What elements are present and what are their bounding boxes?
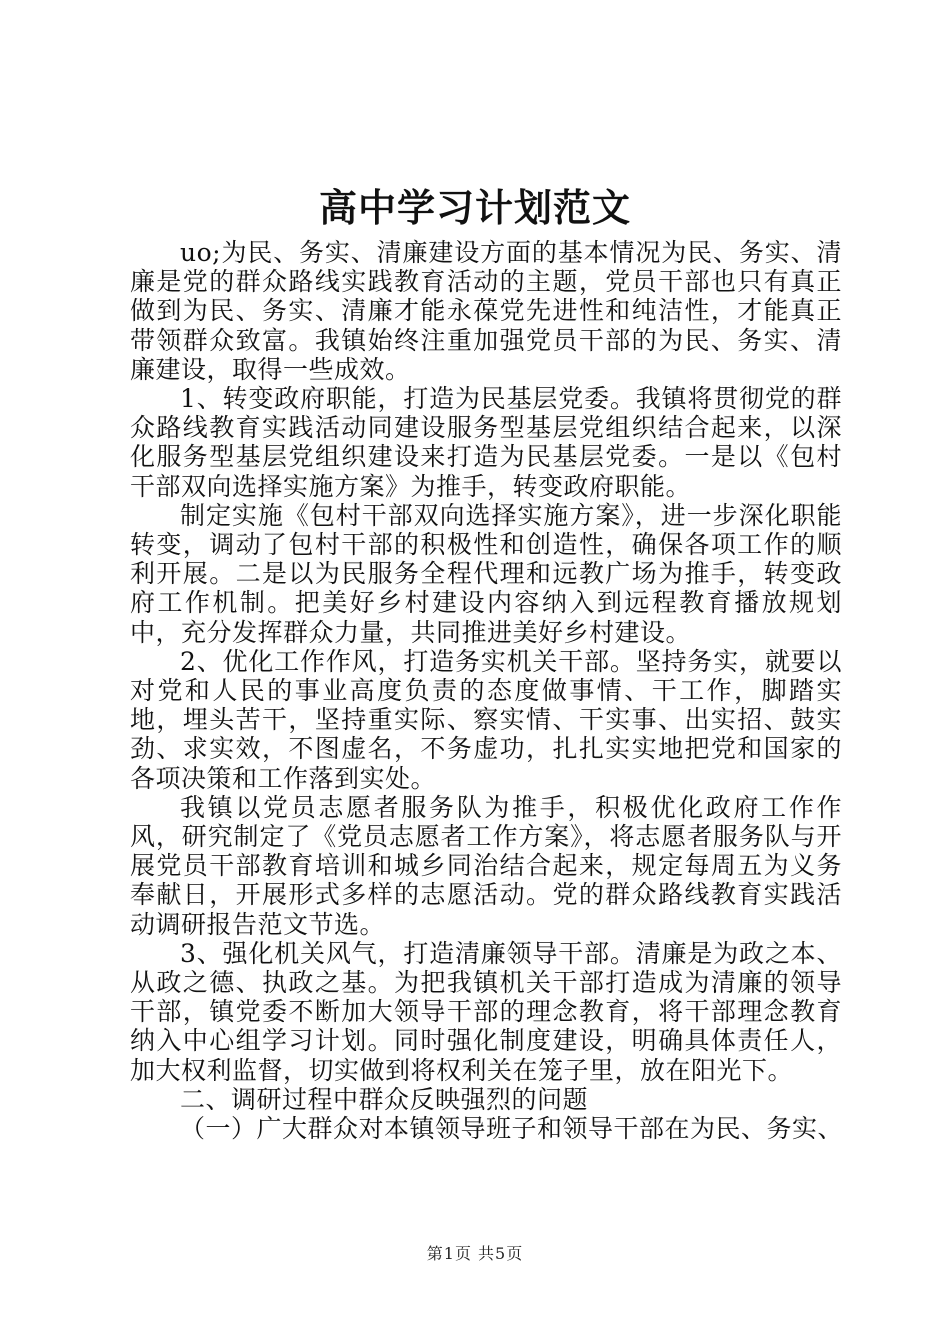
document-title: 高中学习计划范文: [318, 185, 631, 230]
document-body: [130, 238, 842, 1143]
paragraph: 我镇以党员志愿者服务队为推手，积极优化政府工作作风，研究制定了《党员志愿者工作方案》，将志愿者服务队与开展党员干部教育培训和城乡同治结合起来，规定每周五为义务奉献日，开展形式多样的志愿活动。党的群众路线教育实践活动调研报告范文节选。: [130, 792, 842, 939]
paragraph: uo;为民、务实、清廉建设方面的基本情况为民、务实、清廉是党的群众路线实践教育活动的主题，党员干部也只有真正做到为民、务实、清廉才能永葆党先进性和纯洁性，才能真正带领群众致富。我镇始终注重加强党员干部的为民、务实、清廉建设，取得一些成效。: [130, 238, 842, 384]
paragraph: 2、优化工作作风，打造务实机关干部。坚持务实，就要以对党和人民的事业高度负责的态度做事情、干工作，脚踏实地，埋头苦干，坚持重实际、察实情、干实事、出实招、鼓实劲、求实效，不图虚名，不务虚功，扎扎实实地把党和国家的各项决策和工作落到实处。: [130, 646, 842, 793]
section-heading: 二、调研过程中群众反映强烈的问题: [180, 1084, 589, 1114]
paragraph: 3、强化机关风气，打造清廉领导干部。清廉是为政之本、从政之德、执政之基。为把我镇机关干部打造成为清廉的领导干部，镇党委不断加大领导干部的理念教育，将干部理念教育纳入中心组学习计划。同时强化制度建设，明确具体责任人，加大权利监督，切实做到将权利关在笼子里，放在阳光下。: [130, 938, 842, 1085]
paragraph: 1、转变政府职能，打造为民基层党委。我镇将贯彻党的群众路线教育实践活动同建设服务型基层党组织结合起来，以深化服务型基层党组织建设来打造为民基层党委。一是以《包村干部双向选择实施方案》为推手，转变政府职能。: [130, 384, 842, 501]
paragraph: 制定实施《包村干部双向选择实施方案》，进一步深化职能转变，调动了包村干部的积极性和创造性，确保各项工作的顺利开展。二是以为民服务全程代理和远教广场为推手，转变政府工作机制。把美好乡村建设内容纳入到远程教育播放规划中，充分发挥群众力量，共同推进美好乡村建设。: [130, 500, 842, 647]
paragraph: （一）广大群众对本镇领导班子和领导干部在为民、务实、: [180, 1114, 844, 1144]
page-number-footer: 第1页 共5页: [426, 1244, 524, 1263]
